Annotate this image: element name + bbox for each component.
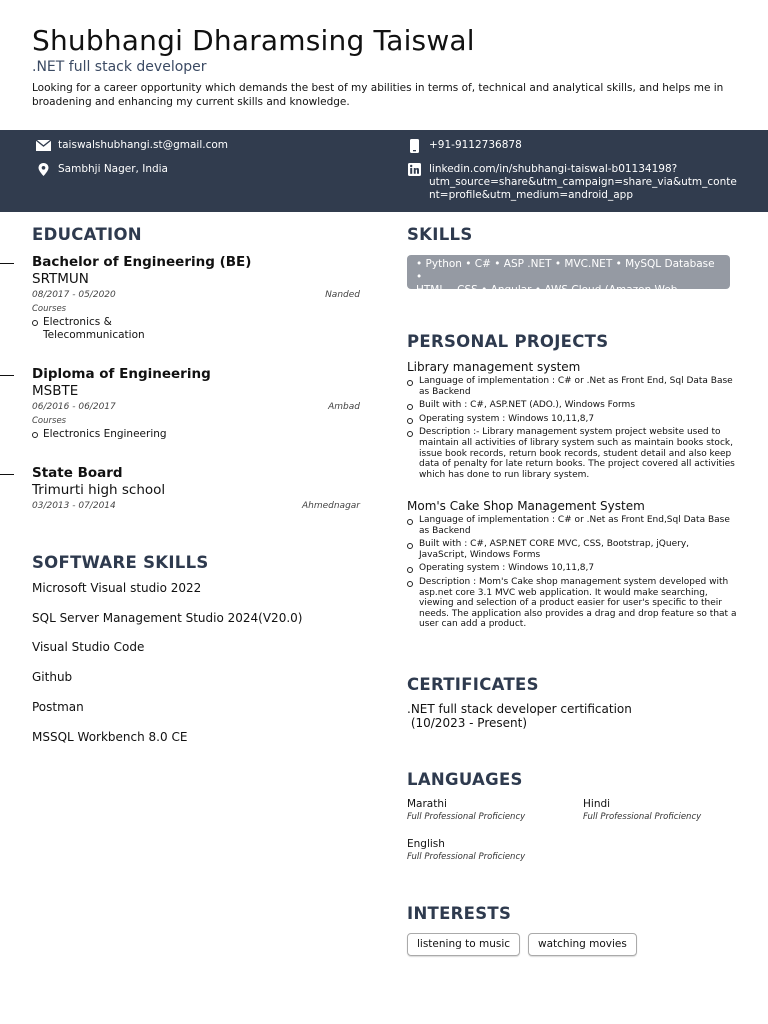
software-skill-item: MSSQL Workbench 8.0 CE: [32, 730, 188, 744]
institution: Trimurti high school: [32, 482, 166, 498]
project-detail-item: Operating system : Windows 10,11,8,7: [407, 563, 737, 574]
skills-box: [407, 255, 730, 309]
language-level: Full Professional Proficiency: [583, 812, 702, 822]
project-title: Library management system: [407, 360, 581, 374]
software-skill-item: SQL Server Management Studio 2024(V20.0): [32, 611, 303, 625]
education-heading: EDUCATION: [32, 225, 142, 244]
language-item: [407, 798, 525, 822]
language-item: [407, 838, 525, 862]
project-detail-item: Language of implementation : C# or .Net as Front End,Sql Data Base as Backend: [407, 515, 737, 536]
contact-phone[interactable]: [405, 139, 522, 152]
software-skills-heading: SOFTWARE SKILLS: [32, 553, 209, 572]
degree: State Board: [32, 465, 123, 481]
contact-location: [34, 163, 168, 176]
project-detail-item: Description :- Library management system project website used to maintain all activities of library system such as maintain books stock, issue book records, return book records, student detail and also keep data of penalty for late return books. The project covered all activities which has done to run library system.: [407, 427, 737, 480]
linkedin-icon: [405, 163, 423, 176]
degree: Bachelor of Engineering (BE): [32, 254, 252, 270]
certificates-heading: CERTIFICATES: [407, 675, 539, 694]
envelope-icon: [34, 139, 52, 152]
job-title: .NET full stack developer: [32, 59, 207, 75]
education-entry: [32, 465, 360, 511]
education-location: Ahmednagar: [301, 501, 360, 511]
timeline-tick: [0, 263, 14, 264]
project-detail-item: Language of implementation : C# or .Net as Front End, Sql Data Base as Backend: [407, 376, 737, 397]
institution: MSBTE: [32, 383, 79, 399]
education-location: Nanded: [325, 290, 360, 300]
software-skill-item: Microsoft Visual studio 2022: [32, 581, 202, 595]
software-skill-item: Postman: [32, 700, 84, 714]
timeline-tick: [0, 375, 14, 376]
timeline-tick: [0, 474, 14, 475]
languages-heading: LANGUAGES: [407, 770, 523, 789]
summary: Looking for a career opportunity which demands the best of my abilities in terms of, technical and analytical skills, and helps me in broadening and enhancing my current skills and knowledge.: [32, 82, 724, 108]
candidate-name: Shubhangi Dharamsing Taiswal: [32, 24, 475, 57]
language-name: English: [407, 838, 445, 850]
skills-heading: SKILLS: [407, 225, 473, 244]
education-meta: [32, 290, 360, 300]
project-details: [407, 515, 737, 630]
education-location: Ambad: [328, 402, 360, 412]
phone-icon: [405, 139, 423, 152]
phone-text: +91-9112736878: [429, 139, 522, 151]
header: [32, 24, 732, 109]
education-entry: [32, 366, 360, 441]
language-level: Full Professional Proficiency: [407, 812, 526, 822]
course-item: Electronics Engineering: [32, 428, 360, 441]
project-detail-item: Built with : C#, ASP.NET CORE MVC, CSS, Bootstrap, jQuery, JavaScript, Windows Forms: [407, 539, 737, 560]
projects-heading: PERSONAL PROJECTS: [407, 332, 609, 351]
linkedin-line: linkedin.com/in/shubhangi-taiswal-b01134198?: [429, 163, 678, 175]
contact-linkedin[interactable]: [405, 163, 737, 202]
project-details: [407, 376, 737, 480]
language-item: [583, 798, 701, 822]
course-item: Electronics & Telecommunication: [32, 316, 360, 342]
interest-tag: watching movies: [528, 933, 637, 956]
education-meta: [32, 402, 360, 412]
project-detail-item: Operating system : Windows 10,11,8,7: [407, 414, 737, 425]
software-skill-item: Github: [32, 670, 73, 684]
education-entry: [32, 254, 360, 342]
project-entry: [407, 360, 737, 483]
project-entry: [407, 499, 737, 633]
interest-tag: listening to music: [407, 933, 520, 956]
location-pin-icon: [34, 163, 52, 176]
institution: SRTMUN: [32, 271, 89, 287]
education-dates: 03/2013 - 07/2014: [32, 501, 116, 511]
courses-list: [32, 316, 360, 342]
location-text: Sambhji Nager, India: [58, 163, 168, 175]
courses-list: [32, 428, 360, 441]
skills-line: HTML – CSS • Angular • AWS Cloud (Amazon Web Service): [416, 284, 678, 309]
project-detail-item: Built with : C#, ASP.NET (ADO.), Windows Forms: [407, 400, 737, 411]
contact-email[interactable]: [34, 139, 228, 152]
language-level: Full Professional Proficiency: [407, 852, 526, 862]
education-dates: 08/2017 - 05/2020: [32, 290, 116, 300]
courses-label: Courses: [32, 304, 67, 314]
courses-label: Courses: [32, 416, 67, 426]
certificate-item: .NET full stack developer certification (10/2023 - Present): [407, 702, 632, 730]
linkedin-line: utm_source=share&utm_campaign=share_via&utm_conte: [429, 176, 737, 188]
degree: Diploma of Engineering: [32, 366, 211, 382]
language-name: Marathi: [407, 798, 447, 810]
language-name: Hindi: [583, 798, 611, 810]
project-detail-item: Description : Mom's Cake shop management system developed with asp.net core 3.1 MVC web application. It would make searching, viewing and selection of a product easier for user's specific to their needs. The application also provides a drag and drop feature so that a user can add a product.: [407, 577, 737, 630]
linkedin-line: nt=profile&utm_medium=android_app: [429, 189, 633, 201]
linkedin-text: [429, 163, 737, 202]
education-dates: 06/2016 - 06/2017: [32, 402, 116, 412]
project-title: Mom's Cake Shop Management System: [407, 499, 645, 513]
email-text: taiswalshubhangi.st@gmail.com: [58, 139, 228, 151]
skills-line: • Python • C# • ASP .NET • MVC.NET • MySQL Database •: [416, 258, 715, 283]
contact-band: [0, 130, 768, 212]
education-meta: [32, 501, 360, 511]
software-skill-item: Visual Studio Code: [32, 640, 145, 654]
interests-heading: INTERESTS: [407, 904, 512, 923]
